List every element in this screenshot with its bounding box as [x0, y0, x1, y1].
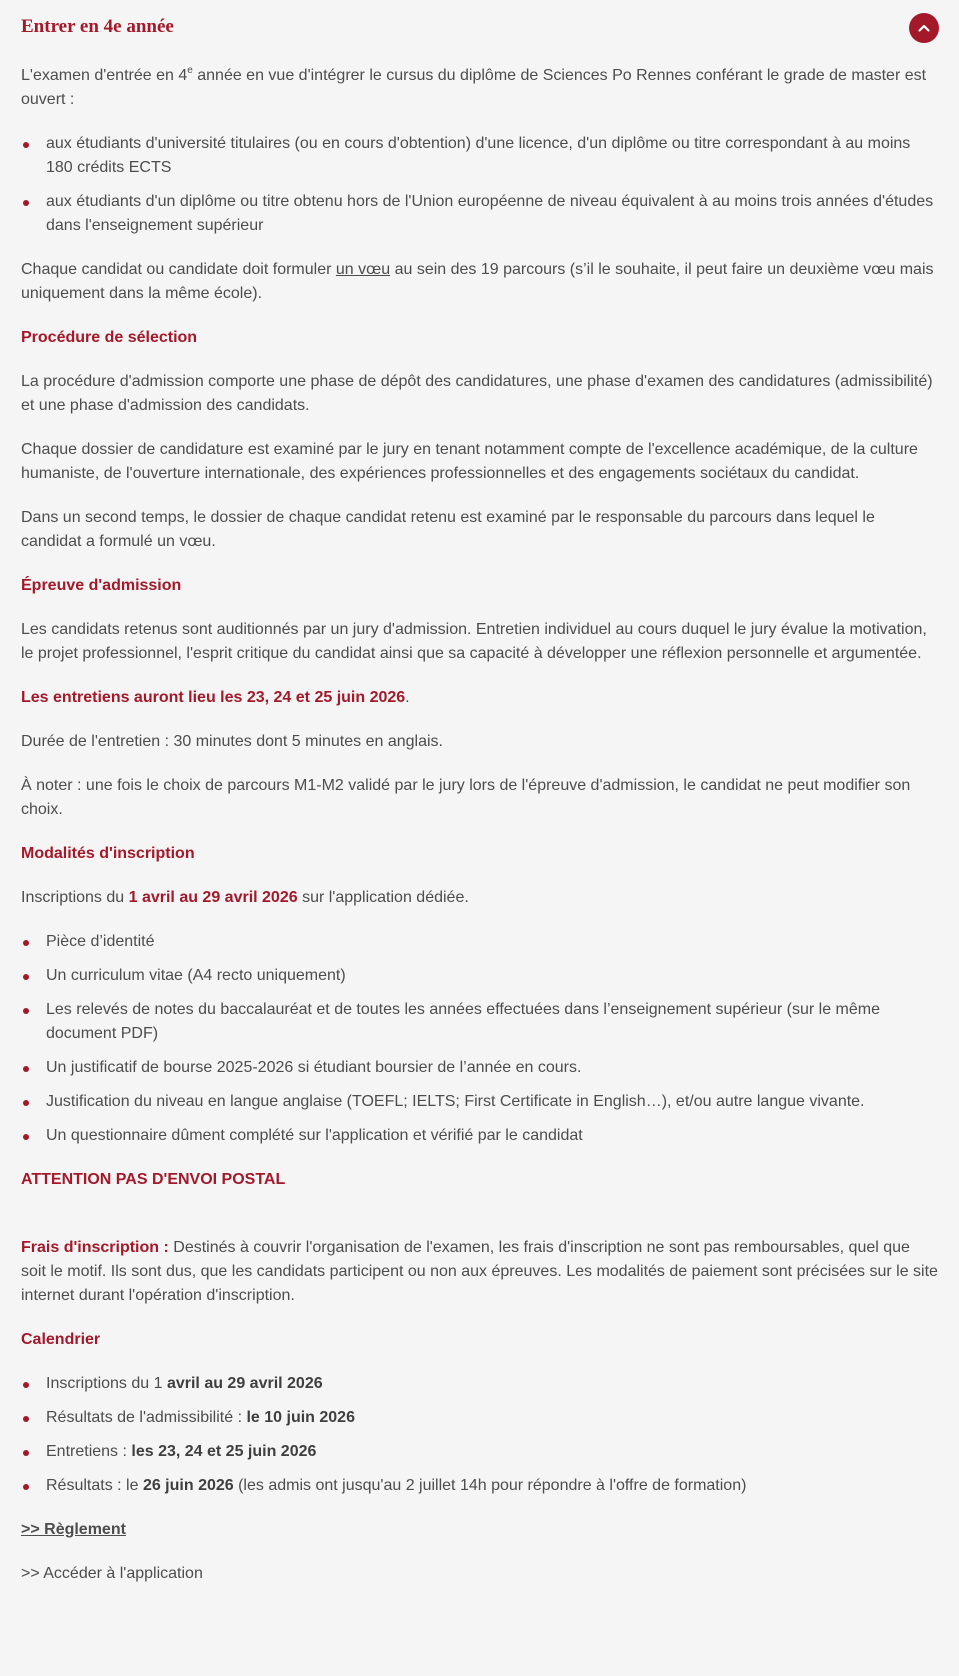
list-item: Un curriculum vitae (A4 recto uniquement) — [21, 964, 939, 988]
list-item: Justification du niveau en langue anglaise (TOEFL; IELTS; First Certificate in English…), et/ou autre langue vivante. — [21, 1090, 939, 1114]
calendrier-list — [21, 1372, 939, 1498]
reglement-link[interactable]: >> Règlement — [21, 1521, 126, 1538]
list-item: Les relevés de notes du baccalauréat et de toutes les années effectuées dans l’enseignement supérieur (sur le même document PDF) — [21, 998, 939, 1046]
inscription-heading: Modalités d'inscription — [21, 845, 195, 862]
section-title: Entrer en 4e année — [21, 16, 174, 37]
intro-paragraph: L'examen d'entrée en 4e année en vue d'intégrer le cursus du diplôme de Sciences Po Rennes conférant le grade de master est ouvert : — [21, 64, 927, 108]
voeu-paragraph: Chaque candidat ou candidate doit formuler un vœu au sein des 19 parcours (s’il le souhaite, il peut faire un deuxième vœu mais uniquement dans la même école). — [21, 261, 934, 302]
eligibility-list — [21, 132, 939, 238]
note-paragraph: À noter : une fois le choix de parcours M1-M2 validé par le jury lors de l'épreuve d'admission, le candidat ne peut modifier son choix. — [21, 777, 911, 818]
calendrier-heading: Calendrier — [21, 1331, 101, 1348]
entretiens-dates: Les entretiens auront lieu les 23, 24 et 25 juin 2026. — [21, 689, 410, 706]
list-item: aux étudiants d'université titulaires (ou en cours d'obtention) d'une licence, d'un diplôme ou titre correspondant à au moins 180 crédits ECTS — [21, 132, 939, 180]
reglement-paragraph — [21, 1518, 939, 1542]
list-item: Un questionnaire dûment complété sur l'application et vérifié par le candidat — [21, 1124, 939, 1148]
collapse-button[interactable] — [909, 13, 939, 43]
epreuve-p1: Les candidats retenus sont auditionnés par un jury d'admission. Entretien individuel au cours duquel le jury évalue la motivation, le projet professionnel, l'esprit critique du candidat ainsi que sa capacité à développer une réflexion personnelle et argumentée. — [21, 621, 927, 662]
selection-p1: La procédure d'admission comporte une phase de dépôt des candidatures, une phase d'examen des candidatures (admissibilité) et une phase d'admission des candidats. — [21, 373, 933, 414]
accordion-header[interactable] — [21, 13, 939, 45]
epreuve-heading: Épreuve d'admission — [21, 577, 182, 594]
selection-heading: Procédure de sélection — [21, 329, 198, 346]
attention-notice: ATTENTION PAS D'ENVOI POSTAL — [21, 1171, 286, 1188]
accordion-content — [21, 64, 939, 1606]
application-paragraph — [21, 1562, 939, 1586]
application-link[interactable]: >> Accéder à l'application — [21, 1565, 203, 1582]
list-item: Résultats : le 26 juin 2026 (les admis ont jusqu'au 2 juillet 14h pour répondre à l'offre de formation) — [21, 1474, 939, 1498]
list-item: Résultats de l'admissibilité : le 10 juin 2026 — [21, 1406, 939, 1430]
selection-p3: Dans un second temps, le dossier de chaque candidat retenu est examiné par le responsable du parcours dans lequel le candidat a formulé un vœu. — [21, 509, 875, 550]
list-item: Pièce d’identité — [21, 930, 939, 954]
list-item: Entretiens : les 23, 24 et 25 juin 2026 — [21, 1440, 939, 1464]
frais-paragraph: Frais d'inscription : Destinés à couvrir l'organisation de l'examen, les frais d'inscription ne sont pas remboursables, quel que soit le motif. Ils sont dus, que les candidats participent ou non aux épreuves. Les modalités de paiement sont précisées sur le site internet durant l'opération d'inscription. — [21, 1239, 938, 1304]
list-item: Un justificatif de bourse 2025-2026 si étudiant boursier de l’année en cours. — [21, 1056, 939, 1080]
documents-list — [21, 930, 939, 1148]
voeu-link[interactable]: un vœu — [335, 261, 391, 278]
selection-p2: Chaque dossier de candidature est examiné par le jury en tenant notamment compte de l'excellence académique, de la culture humaniste, de l'ouverture internationale, des expériences professionnelles et des engagements sociétaux du candidat. — [21, 441, 918, 482]
chevron-up-icon — [917, 21, 931, 35]
list-item: aux étudiants d'un diplôme ou titre obtenu hors de l'Union européenne de niveau équivalent à au moins trois années d'études dans l'enseignement supérieur — [21, 190, 939, 238]
inscription-dates: Inscriptions du 1 avril au 29 avril 2026 sur l'application dédiée. — [21, 889, 469, 906]
duree-entretien: Durée de l'entretien : 30 minutes dont 5 minutes en anglais. — [21, 733, 443, 750]
list-item: Inscriptions du 1 avril au 29 avril 2026 — [21, 1372, 939, 1396]
